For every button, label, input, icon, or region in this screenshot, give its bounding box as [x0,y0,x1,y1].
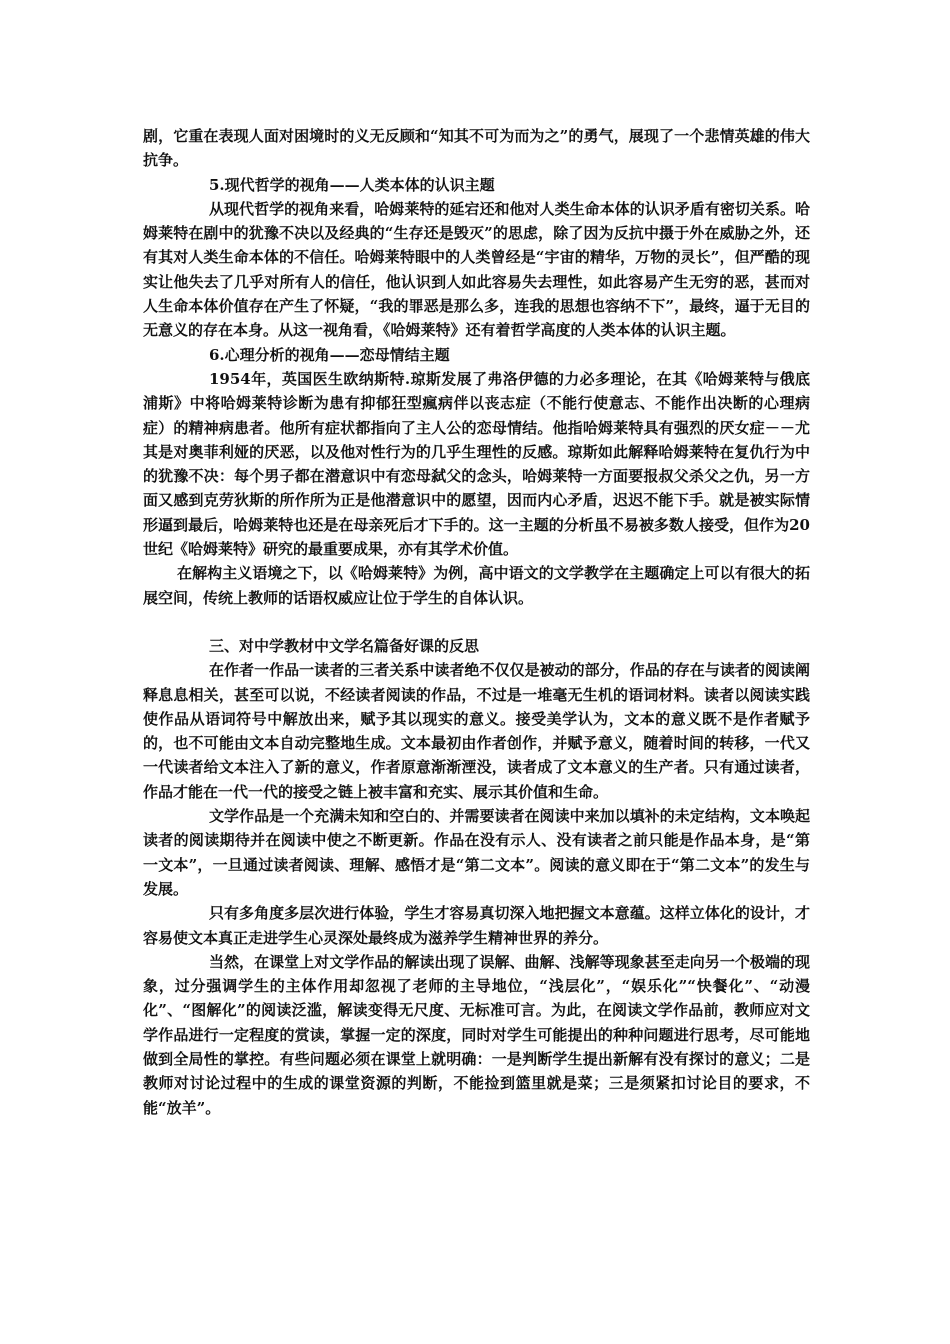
section-heading-psychoanalysis: 6.心理分析的视角——恋母情结主题 [209,345,450,364]
paragraph-reader-role: 在作者一作品一读者的三者关系中读者绝不仅仅是被动的部分，作品的存在与读者的阅读阐释息息相关，甚至可以说，不经读者阅读的作品，不过是一堆毫无生机的语词材料。读者以阅读实践使作品从语词符号中解放出来，赋予其以现实的意义。接受美学认为，文本的意义既不是作者赋予的，也不可能由文本自动完整地生成。文本最初由作者创作，并赋予意义，随着时间的转移，一代又一代读者给文本注入了新的意义，作者原意渐渐湮没，读者成了文本意义的生产者。只有通过读者，作品才能在一代一代的接受之链上被丰富和充实、展示其价值和生命。 [143,661,810,801]
section-heading-reflection: 三、对中学教材中文学名篇备好课的反思 [209,636,480,655]
paragraph-second-text: 文学作品是一个充满未知和空白的、并需要读者在阅读中来加以填补的未定结构，文本唤起读者的阅读期待并在阅读中使之不断更新。作品在没有示人、没有读者之前只能是作品本身，是“第一文本”，一旦通过读者阅读、理解、感悟才是“第二文本”。阅读的意义即在于“第二文本”的发生与发展。 [143,807,810,898]
paragraph-deconstruction-summary: 在解构主义语境之下，以《哈姆莱特》为例，高中语文的文学教学在主题确定上可以有很大的拓展空间，传统上教师的话语权威应让位于学生的自体认识。 [143,564,810,607]
paragraph-philosophy: 从现代哲学的视角来看，哈姆莱特的延宕还和他对人类生命本体的认识矛盾有密切关系。哈姆莱特在剧中的犹豫不决以及经典的“生存还是毁灭”的思虑，除了因为反抗中摄于外在威胁之外，还有其对人类生命本体的不信任。哈姆莱特眼中的人类曾经是“宇宙的精华，万物的灵长”，但严酷的现实让他失去了几乎对所有人的信任，他认识到人如此容易失去理性，如此容易产生无穷的恶，甚而对人生命本体价值存在产生了怀疑，“我的罪恶是那么多，连我的思想也容纳不下”，最终，逼于无目的无意义的存在本身。从这一视角看，《哈姆莱特》还有着哲学高度的人类本体的认识主题。 [143,199,810,340]
paragraph-multi-angle: 只有多角度多层次进行体验，学生才容易真切深入地把握文本意蕴。这样立体化的设计，才容易使文本真正走进学生心灵深处最终成为滋养学生精神世界的养分。 [143,904,810,947]
paragraph-teacher-guidance: 当然，在课堂上对文学作品的解读出现了误解、曲解、浅解等现象甚至走向另一个极端的现象，过分强调学生的主体作用却忽视了老师的主导地位，“浅层化”，“娱乐化”“快餐化”、“动漫化”、“图解化”的阅读泛滥，解读变得无尺度、无标准可言。为此，在阅读文学作品前，教师应对文学作品进行一定程度的赏读，掌握一定的深度，同时对学生可能提出的种种问题进行思考，尽可能地做到全局性的掌控。有些问题必须在课堂上就明确：一是判断学生提出新解有没有探讨的意义；二是教师对讨论过程中的生成的课堂资源的判断，不能捡到篮里就是菜；三是须紧扣讨论目的要求，不能“放羊”。 [143,952,810,1117]
section-heading-philosophy: 5.现代哲学的视角——人类本体的认识主题 [209,175,495,194]
paragraph-spacer [143,610,810,634]
paragraph-tragic-hero: 剧，它重在表现人面对困境时的义无反顾和“知其不可为而为之”的勇气，展现了一个悲情英雄的伟大抗争。 [143,127,810,170]
document-body [143,124,810,1120]
paragraph-psychoanalysis: 1954年，英国医生欧纳斯特.琼斯发展了弗洛伊德的力必多理论，在其《哈姆莱特与俄底浦斯》中将哈姆莱特诊断为患有抑郁狂型瘋病伴以丧志症（不能行使意志、不能作出决断的心理病症）的精神病患者。他所有症状都指向了主人公的恋母情结。他指哈姆莱特具有强烈的厌女症－－尤其是对奥菲利娅的厌恶，以及他对性行为的几乎生理性的反感。琼斯如此解释哈姆莱特在复仇行为中的犹豫不决：每个男子都在潜意识中有恋母弑父的念头，哈姆莱特一方面要报叔父杀父之仇，另一方面又感到克劳狄斯的所作所为正是他潜意识中的愿望，因而内心矛盾，迟迟不能下手。就是被实际情形逼到最后，哈姆莱特也还是在母亲死后才下手的。这一主题的分析虽不易被多数人接受，但作为20世纪《哈姆莱特》研究的最重要成果，亦有其学术价值。 [143,369,810,559]
